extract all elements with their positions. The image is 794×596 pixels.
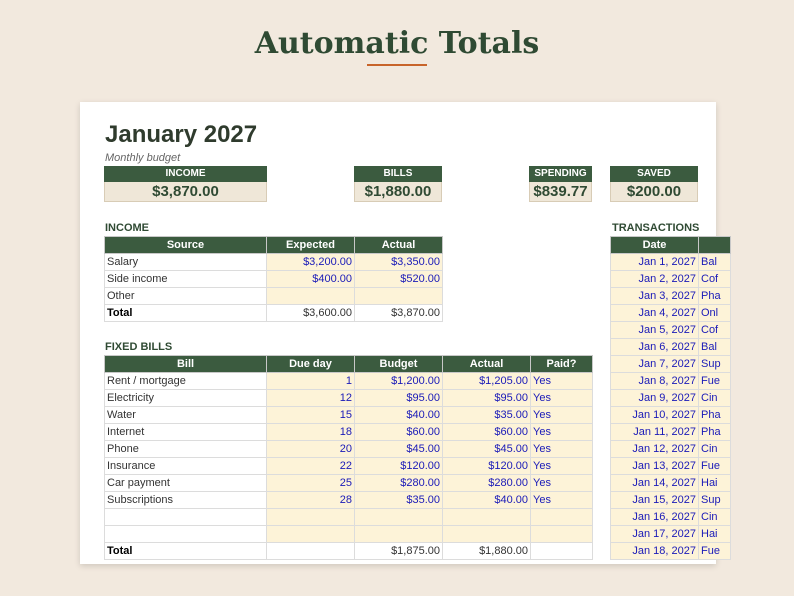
column-header: Actual xyxy=(443,356,531,373)
table-cell[interactable]: Internet xyxy=(105,424,267,441)
table-cell[interactable]: $95.00 xyxy=(443,390,531,407)
table-cell[interactable]: Onl xyxy=(699,305,731,322)
table-cell[interactable]: $120.00 xyxy=(443,458,531,475)
table-cell[interactable]: Other xyxy=(105,288,267,305)
table-cell[interactable]: $280.00 xyxy=(355,475,443,492)
table-cell[interactable]: Cin xyxy=(699,441,731,458)
table-row xyxy=(611,288,731,305)
table-cell[interactable] xyxy=(267,288,355,305)
table-cell[interactable]: Sup xyxy=(699,356,731,373)
income-table xyxy=(104,236,443,322)
table-cell[interactable]: $45.00 xyxy=(443,441,531,458)
summary-saved xyxy=(610,166,698,202)
table-row xyxy=(105,475,593,492)
table-cell[interactable]: Yes xyxy=(531,390,593,407)
table-cell[interactable]: Cin xyxy=(699,390,731,407)
month-title: January 2027 xyxy=(105,121,258,148)
summary-income xyxy=(104,166,267,202)
table-row xyxy=(105,407,593,424)
summary-value: $3,870.00 xyxy=(104,182,267,202)
table-row xyxy=(611,424,731,441)
table-cell[interactable]: Yes xyxy=(531,407,593,424)
table-cell[interactable]: $35.00 xyxy=(443,407,531,424)
table-row xyxy=(105,254,443,271)
table-cell[interactable]: $3,200.00 xyxy=(267,254,355,271)
table-cell[interactable]: 1 xyxy=(267,373,355,390)
page-heading: Automatic Totals xyxy=(254,26,540,61)
table-cell[interactable]: $40.00 xyxy=(443,492,531,509)
summary-value: $1,880.00 xyxy=(354,182,442,202)
table-cell[interactable]: Salary xyxy=(105,254,267,271)
total-cell: $1,875.00 xyxy=(355,543,443,560)
table-cell[interactable]: Insurance xyxy=(105,458,267,475)
column-header xyxy=(699,237,731,254)
table-cell[interactable]: Jan 2, 2027 xyxy=(611,271,699,288)
total-row xyxy=(105,543,593,560)
table-header-row xyxy=(611,237,731,254)
table-cell[interactable]: Jan 16, 2027 xyxy=(611,509,699,526)
table-header-row xyxy=(105,237,443,254)
table-row xyxy=(611,373,731,390)
table-cell[interactable]: $95.00 xyxy=(355,390,443,407)
summary-spending xyxy=(529,166,592,202)
table-cell[interactable]: $45.00 xyxy=(355,441,443,458)
table-cell[interactable]: Hai xyxy=(699,526,731,543)
table-cell[interactable]: Yes xyxy=(531,424,593,441)
transactions-section-title: TRANSACTIONS xyxy=(612,222,700,234)
summary-value: $839.77 xyxy=(529,182,592,202)
table-row xyxy=(105,526,593,543)
summary-bills xyxy=(354,166,442,202)
summary-label: INCOME xyxy=(104,166,267,182)
table-cell[interactable]: Yes xyxy=(531,373,593,390)
table-cell[interactable]: Jan 13, 2027 xyxy=(611,458,699,475)
table-cell[interactable]: 28 xyxy=(267,492,355,509)
table-cell[interactable]: Cof xyxy=(699,271,731,288)
column-header: Actual xyxy=(355,237,443,254)
summary-label: BILLS xyxy=(354,166,442,182)
table-cell[interactable]: Subscriptions xyxy=(105,492,267,509)
total-cell xyxy=(531,543,593,560)
table-cell[interactable]: Jan 4, 2027 xyxy=(611,305,699,322)
table-row xyxy=(611,492,731,509)
table-cell[interactable]: Pha xyxy=(699,407,731,424)
table-cell[interactable]: Electricity xyxy=(105,390,267,407)
table-cell[interactable]: 20 xyxy=(267,441,355,458)
total-cell: $1,880.00 xyxy=(443,543,531,560)
table-cell[interactable]: $40.00 xyxy=(355,407,443,424)
table-cell[interactable]: Fue xyxy=(699,458,731,475)
table-cell[interactable] xyxy=(105,509,267,526)
table-cell[interactable]: $1,205.00 xyxy=(443,373,531,390)
summary-label: SAVED xyxy=(610,166,698,182)
total-cell: $3,870.00 xyxy=(355,305,443,322)
table-cell[interactable]: Yes xyxy=(531,458,593,475)
table-row xyxy=(611,271,731,288)
table-row xyxy=(611,458,731,475)
table-cell[interactable] xyxy=(531,509,593,526)
table-row xyxy=(105,458,593,475)
table-cell[interactable]: Pha xyxy=(699,288,731,305)
table-cell[interactable] xyxy=(267,526,355,543)
total-cell xyxy=(267,543,355,560)
table-cell[interactable]: Jan 17, 2027 xyxy=(611,526,699,543)
table-row xyxy=(105,492,593,509)
table-cell[interactable] xyxy=(105,526,267,543)
table-row xyxy=(611,339,731,356)
column-header: Date xyxy=(611,237,699,254)
table-cell[interactable]: $520.00 xyxy=(355,271,443,288)
table-cell[interactable]: Yes xyxy=(531,492,593,509)
table-cell[interactable]: 22 xyxy=(267,458,355,475)
table-cell[interactable] xyxy=(443,526,531,543)
table-cell[interactable] xyxy=(531,526,593,543)
table-cell[interactable]: Jan 7, 2027 xyxy=(611,356,699,373)
table-cell[interactable]: Hai xyxy=(699,475,731,492)
summary-label: SPENDING xyxy=(529,166,592,182)
table-cell[interactable]: Jan 5, 2027 xyxy=(611,322,699,339)
table-cell[interactable]: $280.00 xyxy=(443,475,531,492)
table-cell[interactable]: Jan 9, 2027 xyxy=(611,390,699,407)
table-cell[interactable]: Pha xyxy=(699,424,731,441)
heading-underline xyxy=(367,64,427,66)
table-cell[interactable]: Car payment xyxy=(105,475,267,492)
table-cell[interactable]: $35.00 xyxy=(355,492,443,509)
table-row xyxy=(105,373,593,390)
transactions-table xyxy=(610,236,731,560)
table-cell[interactable]: Cof xyxy=(699,322,731,339)
table-cell[interactable]: Yes xyxy=(531,475,593,492)
column-header: Expected xyxy=(267,237,355,254)
table-cell[interactable]: 12 xyxy=(267,390,355,407)
table-row xyxy=(611,407,731,424)
table-cell[interactable]: 15 xyxy=(267,407,355,424)
summary-value: $200.00 xyxy=(610,182,698,202)
table-cell[interactable]: Side income xyxy=(105,271,267,288)
sheet-subtitle: Monthly budget xyxy=(105,152,181,164)
table-row xyxy=(611,356,731,373)
table-row xyxy=(611,509,731,526)
table-cell[interactable]: $60.00 xyxy=(443,424,531,441)
table-row xyxy=(611,322,731,339)
table-cell[interactable] xyxy=(443,509,531,526)
table-cell[interactable]: Jan 3, 2027 xyxy=(611,288,699,305)
table-cell[interactable]: Jan 14, 2027 xyxy=(611,475,699,492)
table-cell[interactable]: Jan 1, 2027 xyxy=(611,254,699,271)
table-cell[interactable]: Jan 18, 2027 xyxy=(611,543,699,560)
table-cell[interactable]: Bal xyxy=(699,254,731,271)
table-row xyxy=(611,475,731,492)
table-row xyxy=(105,390,593,407)
table-cell[interactable]: $3,350.00 xyxy=(355,254,443,271)
table-cell[interactable]: Cin xyxy=(699,509,731,526)
table-cell[interactable]: 25 xyxy=(267,475,355,492)
table-header-row xyxy=(105,356,593,373)
table-cell[interactable]: Yes xyxy=(531,441,593,458)
table-cell[interactable] xyxy=(355,509,443,526)
table-cell[interactable]: Rent / mortgage xyxy=(105,373,267,390)
bills-section-title: FIXED BILLS xyxy=(105,341,173,353)
table-row xyxy=(105,271,443,288)
table-cell[interactable]: Fue xyxy=(699,373,731,390)
table-cell[interactable]: Jan 10, 2027 xyxy=(611,407,699,424)
bills-table xyxy=(104,355,593,560)
table-cell[interactable]: $120.00 xyxy=(355,458,443,475)
table-row xyxy=(611,543,731,560)
column-header: Paid? xyxy=(531,356,593,373)
table-cell[interactable]: $400.00 xyxy=(267,271,355,288)
table-cell[interactable]: Water xyxy=(105,407,267,424)
table-cell[interactable] xyxy=(355,526,443,543)
table-cell[interactable]: Jan 8, 2027 xyxy=(611,373,699,390)
column-header: Due day xyxy=(267,356,355,373)
total-label: Total xyxy=(105,305,267,322)
table-row xyxy=(611,305,731,322)
table-cell[interactable]: Fue xyxy=(699,543,731,560)
table-cell[interactable]: Bal xyxy=(699,339,731,356)
table-row xyxy=(105,509,593,526)
table-cell[interactable]: Sup xyxy=(699,492,731,509)
total-label: Total xyxy=(105,543,267,560)
table-cell[interactable]: Jan 6, 2027 xyxy=(611,339,699,356)
table-cell[interactable]: $60.00 xyxy=(355,424,443,441)
budget-sheet xyxy=(80,102,721,564)
column-header: Source xyxy=(105,237,267,254)
table-cell[interactable]: Phone xyxy=(105,441,267,458)
table-row xyxy=(611,254,731,271)
table-cell[interactable] xyxy=(267,509,355,526)
table-cell[interactable]: 18 xyxy=(267,424,355,441)
column-header: Budget xyxy=(355,356,443,373)
table-row xyxy=(611,526,731,543)
table-cell[interactable] xyxy=(355,288,443,305)
table-row xyxy=(611,441,731,458)
income-section-title: INCOME xyxy=(105,222,149,234)
column-header: Bill xyxy=(105,356,267,373)
table-cell[interactable]: Jan 12, 2027 xyxy=(611,441,699,458)
table-row xyxy=(105,441,593,458)
table-cell[interactable]: Jan 11, 2027 xyxy=(611,424,699,441)
table-cell[interactable]: $1,200.00 xyxy=(355,373,443,390)
table-row xyxy=(105,424,593,441)
total-cell: $3,600.00 xyxy=(267,305,355,322)
table-cell[interactable]: Jan 15, 2027 xyxy=(611,492,699,509)
total-row xyxy=(105,305,443,322)
table-row xyxy=(105,288,443,305)
table-row xyxy=(611,390,731,407)
